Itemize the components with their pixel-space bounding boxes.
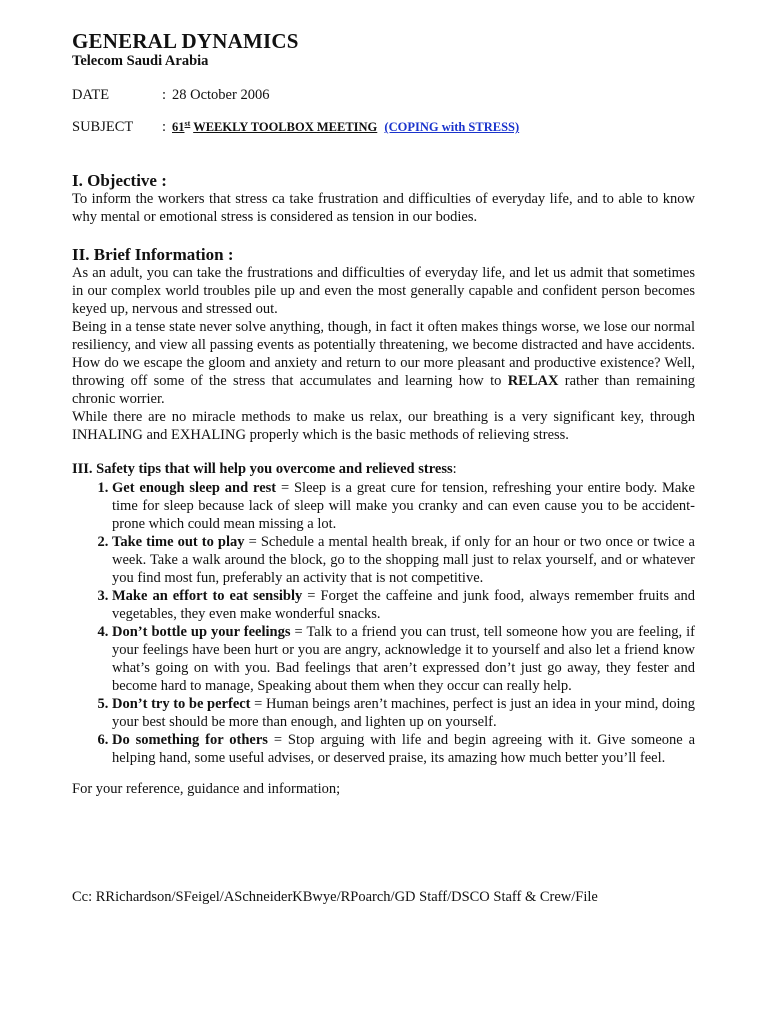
date-row — [72, 87, 269, 104]
tip-item — [112, 623, 695, 695]
company-name: GENERAL DYNAMICS — [72, 29, 299, 53]
subject-number: 61 — [172, 120, 185, 135]
tip-text: = Schedule a mental health break, if only for an hour or two once or twice a week. Take a walk around the block, go to the shopping mall just to relax yourself, and or whatever you find most fun, preferably an activity that is not competitive. — [112, 534, 695, 586]
brief-paragraph-1: As an adult, you can take the frustrations and difficulties of everyday life, and let us admit that sometimes in our complex world troubles pile up and even the most generally capable and confident person becomes keyed up, nervous and stressed out. — [72, 265, 695, 317]
brief-text — [72, 264, 695, 444]
tip-text: = Stop arguing with life and begin agreeing with it. Give someone a helping hand, some useful advises, or deserved praise, its amazing how much better you’ll feel. — [112, 732, 696, 766]
brief-paragraph-2-a: Being in a tense state never solve anything, though, in fact it often makes things worse, we lose our normal resiliency, and view all passing events as potentially threatening, we become distracted and have accidents. How do we escape the gloom and anxiety and return to our more pleasant and productive existence? Well, throwing off some of the stress that accumulates and learning how to — [72, 319, 695, 389]
safety-heading — [72, 461, 457, 478]
tip-text: = Human beings aren’t machines, perfect is just an idea in your mind, doing your best should be more than enough, and lighten up on yourself. — [112, 696, 695, 730]
safety-tips-list — [72, 479, 695, 767]
brief-paragraph-2-b: rather than remaining chronic worrier. — [72, 373, 696, 407]
tip-text: = Talk to a friend you can trust, tell someone how you are feeling, if your feelings have been hurt or you are angry, acknowledge it to yourself and also let a friend know what’s going on with you. Bad feelings that aren’t expressed don’t just go away, they fester and become hard to manage, Speaking about them when they occur can really help. — [112, 624, 695, 694]
tip-item — [112, 731, 695, 767]
tip-title: Take time out to play — [112, 534, 245, 550]
tip-title: Don’t bottle up your feelings — [112, 624, 291, 640]
subject-colon: : — [162, 119, 167, 136]
safety-heading-text: III. Safety tips that will help you overcome and relieved stress — [72, 461, 453, 477]
closing-line: For your reference, guidance and information; — [72, 781, 341, 797]
objective-text — [72, 190, 695, 226]
subject-topic-link[interactable]: (COPING with STRESS) — [384, 120, 520, 135]
brief-heading: II. Brief Information : — [72, 245, 234, 264]
tip-title: Do something for others — [112, 732, 268, 748]
cc-line: Cc: RRichardson/SFeigel/ASchneiderKBwye/RPoarch/GD Staff/DSCO Staff & Crew/File — [72, 889, 598, 905]
subject-row — [72, 119, 519, 136]
tip-title: Get enough sleep and rest — [112, 480, 277, 496]
subject-ordinal: st — [184, 119, 191, 128]
subsidiary-name: Telecom Saudi Arabia — [72, 53, 209, 69]
tip-title: Don’t try to be perfect — [112, 696, 251, 712]
date-value: 28 October 2006 — [172, 87, 270, 103]
tip-title: Make an effort to eat sensibly — [112, 588, 303, 604]
tip-text: = Sleep is a great cure for tension, refreshing your entire body. Make time for sleep because lack of sleep will make you cranky and can even cause you to be accident-prone which could mean missing a lot. — [112, 480, 695, 532]
tip-item — [112, 695, 695, 731]
date-label: DATE — [72, 87, 110, 103]
tip-item — [112, 587, 695, 623]
tip-item — [112, 479, 695, 533]
brief-paragraph-2 — [72, 318, 695, 408]
objective-paragraph: To inform the workers that stress ca take frustration and difficulties of everyday life, and to able to know why mental or emotional stress is considered as tension in our bodies. — [72, 191, 695, 225]
objective-heading: I. Objective : — [72, 171, 167, 190]
subject-value — [172, 120, 519, 134]
brief-paragraph-3: While there are no miracle methods to make us relax, our breathing is a very significant key, through INHALING and EXHALING properly which is the basic methods of relieving stress. — [72, 409, 695, 443]
tip-text: = Forget the caffeine and junk food, always remember fruits and vegetables, they even make wonderful snacks. — [112, 588, 695, 622]
relax-word: RELAX — [507, 373, 559, 389]
safety-heading-colon: : — [452, 461, 457, 477]
tip-item — [112, 533, 695, 587]
subject-label: SUBJECT — [72, 119, 134, 136]
subject-title: WEEKLY TOOLBOX MEETING — [193, 120, 378, 135]
date-colon: : — [162, 87, 167, 103]
